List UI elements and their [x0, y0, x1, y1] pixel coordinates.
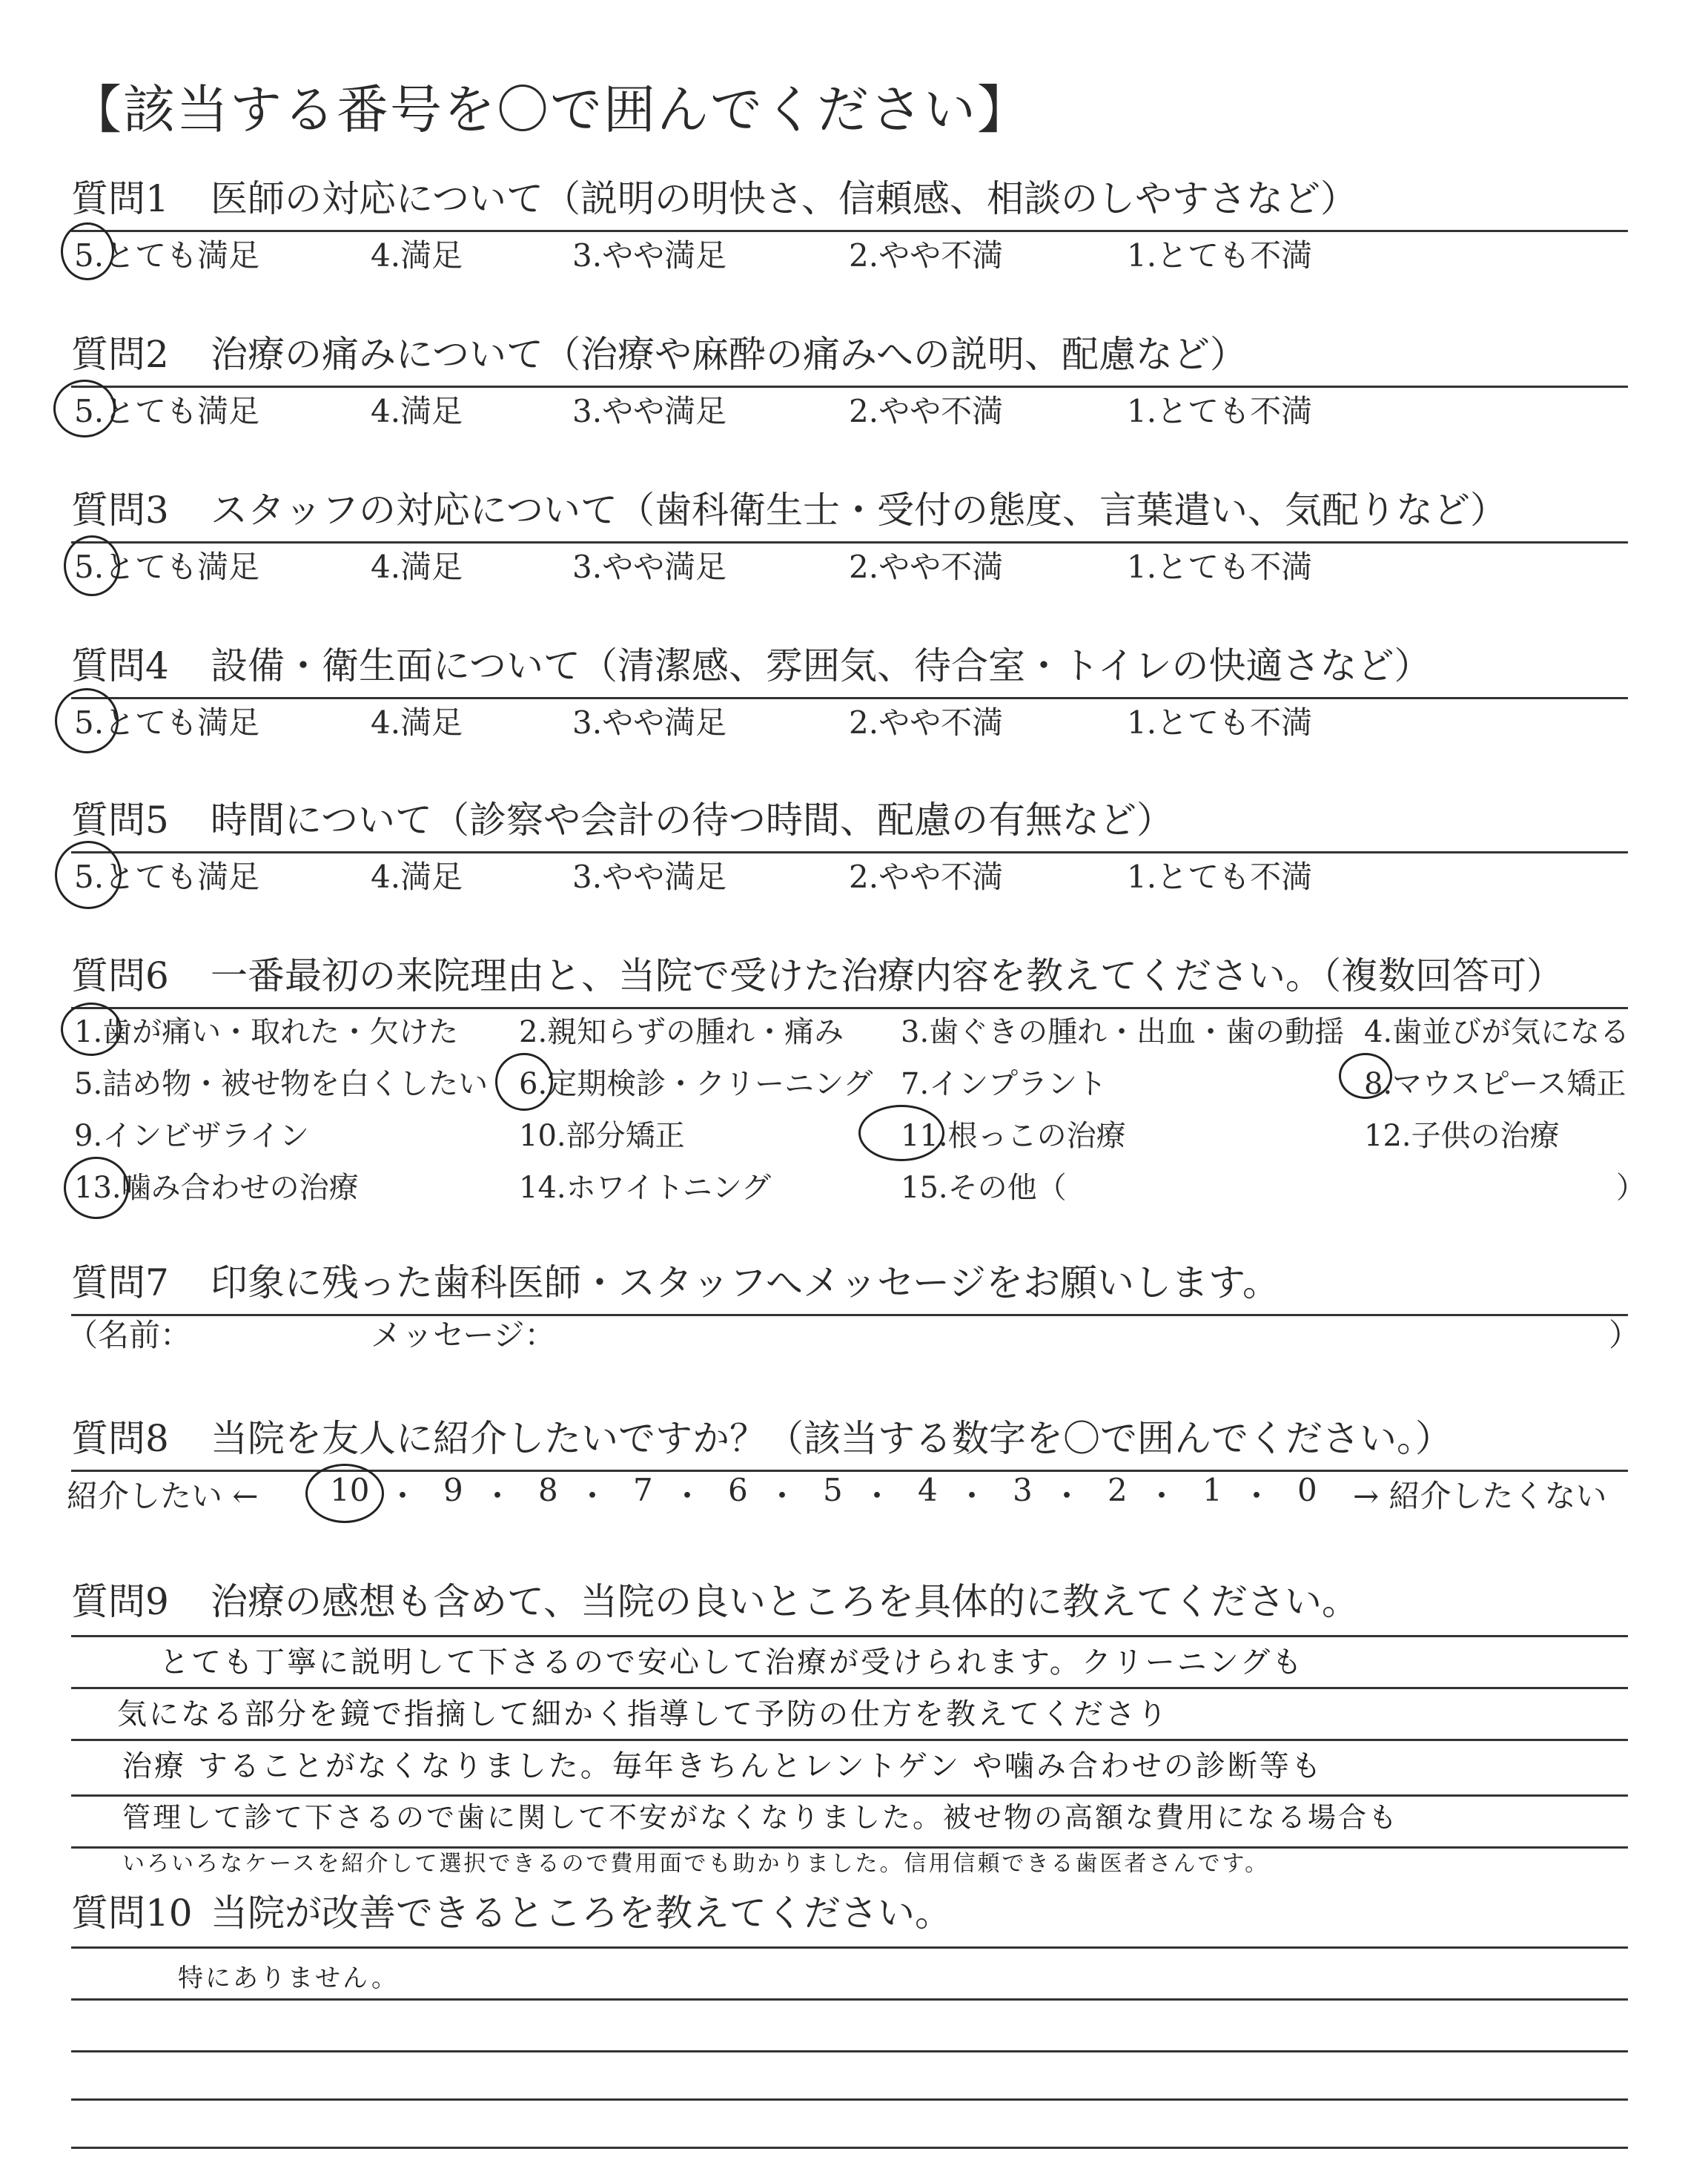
scale-left-label: 紹介したい ←	[67, 1478, 259, 1514]
question-number: 質問5	[71, 799, 169, 842]
scale-separator: ・	[767, 1478, 798, 1514]
question-text: スタッフの対応について（歯科衛生士・受付の態度、言葉遣い、気配りなど）	[211, 489, 1507, 532]
name-label: （名前：	[67, 1317, 192, 1353]
q9-answer-line-2: 気になる部分を鏡で指摘して細かく指導して予防の仕方を教えてくださり	[117, 1697, 1169, 1731]
q1-option-4[interactable]: 4.満足	[371, 237, 463, 274]
question-text: 時間について（診察や会計の待つ時間、配慮の有無など）	[211, 799, 1174, 842]
q5-option-2[interactable]: 2.やや不満	[849, 859, 1004, 895]
q2-option-4[interactable]: 4.満足	[371, 393, 463, 429]
q4-option-2[interactable]: 2.やや不満	[849, 704, 1004, 741]
q6-option-4[interactable]: 4.歯並びが気になる	[1364, 1015, 1630, 1049]
q6-option-15-close: ）	[1616, 1171, 1646, 1205]
scale-value-3[interactable]: 3	[1013, 1472, 1033, 1508]
q5-option-4[interactable]: 4.満足	[371, 859, 463, 895]
question-text: 当院を友人に紹介したいですか？（該当する数字を〇で囲んでください。）	[211, 1417, 1452, 1460]
scale-value-6[interactable]: 6	[728, 1472, 748, 1508]
q6-option-10[interactable]: 10.部分矯正	[519, 1119, 685, 1153]
question-9	[71, 1572, 1628, 1633]
scale-value-0[interactable]: 0	[1297, 1472, 1317, 1508]
message-close: ）	[1609, 1317, 1641, 1353]
answer-line	[71, 1687, 1628, 1689]
q4-option-5[interactable]: 5.とても満足	[74, 704, 260, 741]
question-number: 質問2	[71, 333, 169, 376]
q9-answer-line-4: 管理して診て下さるので歯に関して不安がなくなりました。被せ物の高額な費用になる場合も	[122, 1801, 1400, 1834]
q4-option-4[interactable]: 4.満足	[371, 704, 463, 741]
q6-option-3[interactable]: 3.歯ぐきの腫れ・出血・歯の動揺	[901, 1015, 1345, 1049]
q3-option-5[interactable]: 5.とても満足	[74, 549, 260, 585]
answer-line	[71, 2050, 1628, 2052]
scale-separator: ・	[861, 1478, 893, 1514]
form-header: 【該当する番号を〇で囲んでください】	[70, 79, 1030, 140]
q6-option-9[interactable]: 9.インビザライン	[74, 1119, 309, 1153]
scale-value-1[interactable]: 1	[1202, 1472, 1222, 1508]
q5-option-1[interactable]: 1.とても不満	[1127, 859, 1313, 895]
scale-separator: ・	[1051, 1478, 1083, 1514]
question-text: 治療の痛みについて（治療や麻酔の痛みへの説明、配慮など）	[211, 333, 1247, 376]
question-number: 質問8	[71, 1417, 169, 1460]
q1-option-3[interactable]: 3.やや満足	[572, 237, 727, 274]
q2-option-2[interactable]: 2.やや不満	[849, 393, 1004, 429]
question-6	[71, 946, 1628, 1009]
question-text: 設備・衛生面について（清潔感、雰囲気、待合室・トイレの快適さなど）	[211, 644, 1431, 687]
message-label: メッセージ：	[371, 1317, 556, 1353]
question-4	[71, 636, 1628, 699]
q4-option-3[interactable]: 3.やや満足	[572, 704, 727, 741]
q6-option-14[interactable]: 14.ホワイトニング	[519, 1171, 772, 1205]
q9-answer-line-5: いろいろなケースを紹介して選択できるので費用面でも助かりました。信用信頼できる歯医者さんです。	[122, 1851, 1270, 1877]
question-10	[71, 1883, 1628, 1944]
q3-option-4[interactable]: 4.満足	[371, 549, 463, 585]
question-number: 質問3	[71, 489, 169, 532]
answer-line	[71, 1946, 1628, 1949]
q6-option-12[interactable]: 12.子供の治療	[1364, 1119, 1560, 1153]
question-number: 質問6	[71, 954, 169, 997]
question-8	[71, 1409, 1628, 1472]
answer-line	[71, 2098, 1628, 2101]
scale-separator: ・	[1241, 1478, 1273, 1514]
answer-line	[71, 1635, 1628, 1637]
answer-line	[71, 1739, 1628, 1741]
answer-line	[71, 1998, 1628, 2001]
q3-option-1[interactable]: 1.とても不満	[1127, 549, 1313, 585]
scale-value-10[interactable]: 10	[330, 1472, 370, 1508]
q1-option-5[interactable]: 5.とても満足	[74, 237, 260, 274]
scale-separator: ・	[577, 1478, 609, 1514]
q6-option-11[interactable]: 11.根っこの治療	[901, 1119, 1126, 1153]
question-number: 質問7	[71, 1261, 169, 1304]
scale-value-4[interactable]: 4	[918, 1472, 938, 1508]
scale-separator: ・	[1146, 1478, 1178, 1514]
q2-option-5[interactable]: 5.とても満足	[74, 393, 260, 429]
scale-value-2[interactable]: 2	[1108, 1472, 1128, 1508]
question-3	[71, 480, 1628, 544]
q6-option-1[interactable]: 1.歯が痛い・取れた・欠けた	[74, 1015, 459, 1049]
q9-answer-line-1: とても丁寧に説明して下さるので安心して治療が受けられます。クリーニングも	[159, 1645, 1304, 1680]
question-text: 当院が改善できるところを教えてください。	[211, 1892, 952, 1935]
question-text: 医師の対応について（説明の明快さ、信頼感、相談のしやすさなど）	[211, 177, 1357, 220]
q6-option-8[interactable]: 8.マウスピース矯正	[1364, 1067, 1626, 1101]
scale-value-9[interactable]: 9	[443, 1472, 463, 1508]
answer-line	[71, 2147, 1628, 2149]
question-number: 質問4	[71, 644, 169, 687]
q6-option-5[interactable]: 5.詰め物・被せ物を白くしたい	[74, 1067, 489, 1101]
question-5	[71, 790, 1628, 853]
scale-separator: ・	[482, 1478, 514, 1514]
question-number: 質問1	[71, 177, 169, 220]
q5-option-3[interactable]: 3.やや満足	[572, 859, 727, 895]
scale-right-label: → 紹介したくない	[1353, 1478, 1607, 1514]
q10-answer: 特にありません。	[178, 1964, 400, 1993]
q1-option-2[interactable]: 2.やや不満	[849, 237, 1004, 274]
scale-separator: ・	[956, 1478, 988, 1514]
scale-value-7[interactable]: 7	[633, 1472, 653, 1508]
question-number: 質問10	[71, 1892, 193, 1935]
q9-answer-line-3: 治療 することがなくなりました。毎年きちんとレントゲン や噛み合わせの診断等も	[122, 1749, 1323, 1783]
q5-option-5[interactable]: 5.とても満足	[74, 859, 260, 895]
question-text: 治療の感想も含めて、当院の良いところを具体的に教えてください。	[211, 1580, 1359, 1623]
scale-separator: ・	[387, 1478, 419, 1514]
scale-value-8[interactable]: 8	[538, 1472, 558, 1508]
q6-option-6[interactable]: 6.定期検診・クリーニング	[519, 1067, 873, 1101]
q6-option-7[interactable]: 7.インプラント	[901, 1067, 1108, 1101]
scale-value-5[interactable]: 5	[823, 1472, 843, 1508]
question-text: 一番最初の来院理由と、当院で受けた治療内容を教えてください。（複数回答可）	[211, 954, 1563, 997]
q6-option-15[interactable]: 15.その他（	[901, 1171, 1067, 1205]
q4-option-1[interactable]: 1.とても不満	[1127, 704, 1313, 741]
question-1	[71, 169, 1628, 232]
q3-option-3[interactable]: 3.やや満足	[572, 549, 727, 585]
scale-separator: ・	[672, 1478, 704, 1514]
question-number: 質問9	[71, 1580, 169, 1623]
q1-option-1[interactable]: 1.とても不満	[1127, 237, 1313, 274]
q2-option-1[interactable]: 1.とても不満	[1127, 393, 1313, 429]
q3-option-2[interactable]: 2.やや不満	[849, 549, 1004, 585]
question-2	[71, 325, 1628, 388]
q6-option-2[interactable]: 2.親知らずの腫れ・痛み	[519, 1015, 844, 1049]
question-text: 印象に残った歯科医師・スタッフへメッセージをお願いします。	[211, 1261, 1280, 1304]
question-7	[71, 1253, 1628, 1316]
q6-option-13[interactable]: 13.噛み合わせの治療	[74, 1171, 359, 1205]
q2-option-3[interactable]: 3.やや満足	[572, 393, 727, 429]
q6-options	[74, 1008, 1646, 1231]
